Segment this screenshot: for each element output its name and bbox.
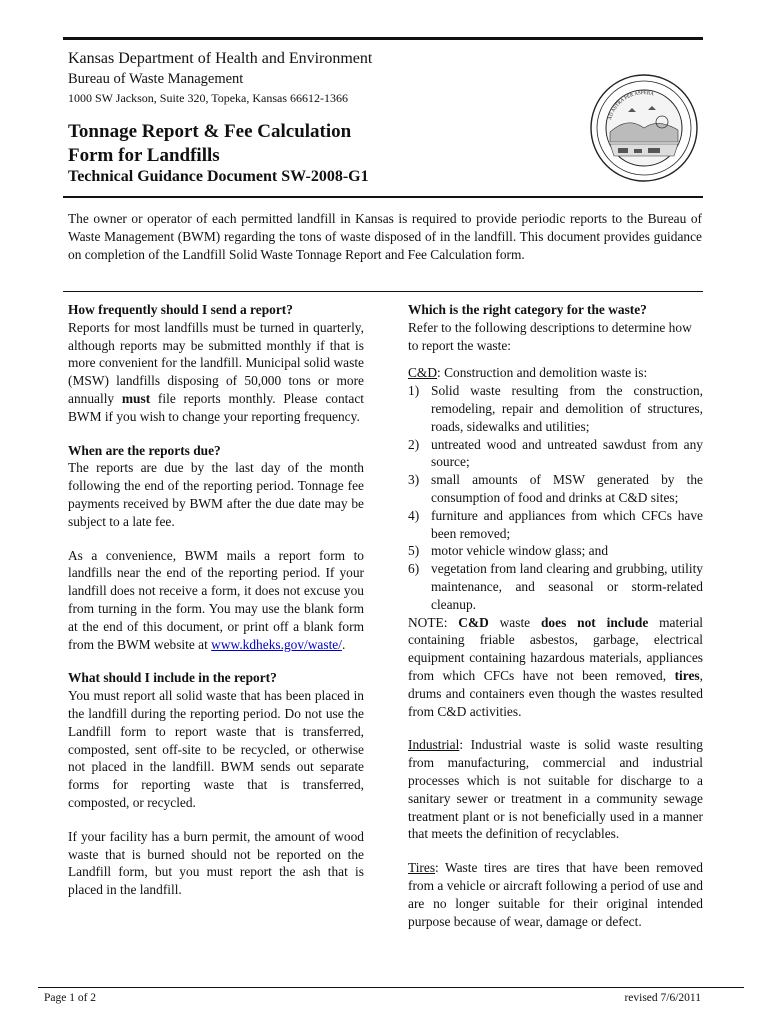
list-item xyxy=(408,436,703,472)
cd-label: C&D xyxy=(408,365,438,381)
bureau-name: Bureau of Waste Management xyxy=(68,71,244,87)
answer-include: You must report all solid waste that has been placed in the landfill during the reporting period. Do not use the Landfill form to report waste that is transferred, composted, sent off-site to be recycled, or otherwise not placed in the landfill. BWM sends out separate forms for reporting waste that is transferred, composted, or recycled. xyxy=(68,688,364,810)
list-item-number: 2) xyxy=(408,436,420,452)
title-line-2: Form for Landfills xyxy=(68,145,220,166)
answer-due-convenience-text: As a convenience, BWM mails a report form to landfills near the end of the reporting period. If your landfill does not receive a form, it does not excuse you from turning in the form. You may use the blank form at the end of this document, or print off a blank form from the BWM website at xyxy=(68,547,364,652)
list-item xyxy=(408,471,703,507)
list-item xyxy=(408,560,703,613)
answer-due-convenience-end: . xyxy=(341,636,346,652)
list-item xyxy=(408,507,703,543)
list-item-text: small amounts of MSW generated by the consumption of food and drinks at C&D sites; xyxy=(431,472,703,505)
note-emphasis-exclude: does not include xyxy=(540,614,649,630)
note-emphasis-cd: C&D xyxy=(458,614,489,630)
revision-date: revised 7/6/2011 xyxy=(624,992,701,1004)
question-due: When are the reports due? xyxy=(68,442,221,458)
answer-frequency-text-end: file reports monthly. Please contact BWM if you wish to change your reporting frequency. xyxy=(68,390,364,424)
top-rule xyxy=(63,37,703,40)
bwm-website-link[interactable]: www.kdheks.gov/waste/ xyxy=(211,636,342,652)
footer-rule xyxy=(38,987,744,988)
list-item-text: vegetation from land clearing and grubbing, utility maintenance, and seasonal or storm-related cleanup. xyxy=(431,561,703,612)
note-text-end: , drums and containers even though the wastes resulted from C&D activities. xyxy=(408,667,703,719)
cd-note xyxy=(408,614,703,721)
list-item xyxy=(408,542,703,560)
question-category: Which is the right category for the waste? xyxy=(408,302,647,317)
cd-description: : Construction and demolition waste is: xyxy=(437,365,648,381)
answer-frequency xyxy=(68,319,364,426)
list-item-number: 4) xyxy=(408,507,420,523)
title-rule xyxy=(63,196,703,198)
note-emphasis-tires: tires xyxy=(674,667,700,683)
list-item-text: motor vehicle window glass; and xyxy=(431,543,609,559)
list-item xyxy=(408,382,703,435)
tires-text: : Waste tires are tires that have been removed from a vehicle or aircraft following a period of use and are no longer suitable for their original intended purpose because of wear, damage or defect. xyxy=(408,860,703,929)
left-column xyxy=(68,301,364,899)
question-include: What should I include in the report? xyxy=(68,670,277,686)
answer-category: Refer to the following descriptions to determine how to report the waste: xyxy=(408,319,692,353)
kansas-seal-icon xyxy=(588,72,700,184)
cd-heading xyxy=(408,364,703,382)
answer-due: The reports are due by the last day of the month following the end of the reporting period. Tonnage fee payments received by BWM after the due date may be subject to a late fee. xyxy=(68,460,364,529)
note-prefix: NOTE: xyxy=(408,614,459,630)
question-frequency: How frequently should I send a report? xyxy=(68,302,293,317)
answer-burn-permit: If your facility has a burn permit, the amount of wood waste that is burned should not be reported on the Landfill form, but you must report the ash that is placed in the landfill. xyxy=(68,828,364,898)
answer-due-convenience xyxy=(68,547,364,654)
tires-label: Tires xyxy=(408,860,436,876)
intro-rule xyxy=(63,291,703,292)
list-item-number: 1) xyxy=(408,383,420,399)
industrial-text: : Industrial waste is solid waste resulting from manufacturing, commercial and industrial processes which is not suitable for discharge to a sanitary sewer or treatment in a community sewage treatment plant or is not beneficially used in a manner that meets the definition of recyclables. xyxy=(408,737,703,842)
document-subtitle: Technical Guidance Document SW-2008-G1 xyxy=(68,168,369,185)
tires-definition xyxy=(408,859,703,930)
list-item-number: 5) xyxy=(408,543,420,559)
industrial-label: Industrial xyxy=(408,737,460,753)
list-item-text: untreated wood and untreated sawdust from any source; xyxy=(431,436,703,470)
list-item-text: furniture and appliances from which CFCs have been removed; xyxy=(431,507,703,541)
page-number: Page 1 of 2 xyxy=(44,992,97,1004)
address: 1000 SW Jackson, Suite 320, Topeka, Kansas 66612-1366 xyxy=(68,91,349,105)
list-item-number: 3) xyxy=(408,472,420,488)
title-line-1: Tonnage Report & Fee Calculation xyxy=(68,121,352,142)
page-title xyxy=(68,120,351,168)
note-text-1: waste xyxy=(488,614,541,630)
cd-list xyxy=(408,382,703,613)
list-item-text: Solid waste resulting from the construction, remodeling, repair and demolition of structures, roads, sidewalks and utilities; xyxy=(431,383,703,434)
answer-frequency-text: Reports for most landfills must be turned in quarterly, although reports may be submitted monthly if that is more convenient for the landfill. Municipal solid waste (MSW) landfills disposing of 50,000 tons or more annually xyxy=(68,319,364,406)
list-item-number: 6) xyxy=(408,561,420,577)
svg-text:AD ASTRA PER ASPERA: AD ASTRA PER ASPERA xyxy=(608,90,655,121)
intro-paragraph: The owner or operator of each permitted landfill in Kansas is required to provide periodic reports to the Bureau of Waste Management (BWM) regarding the tons of waste disposed of in the landfill. This document provides guidance on completion of the Landfill Solid Waste Tonnage Report and Fee Calculation form. xyxy=(68,211,702,262)
industrial-definition xyxy=(408,736,703,843)
right-column xyxy=(408,301,703,930)
agency-name: Kansas Department of Health and Environment xyxy=(68,50,373,67)
note-text-2: material containing friable asbestos, garbage, electrical equipment containing hazardous materials, appliances from which CFCs have not been removed, xyxy=(408,614,703,683)
answer-frequency-emphasis: must xyxy=(121,390,151,406)
